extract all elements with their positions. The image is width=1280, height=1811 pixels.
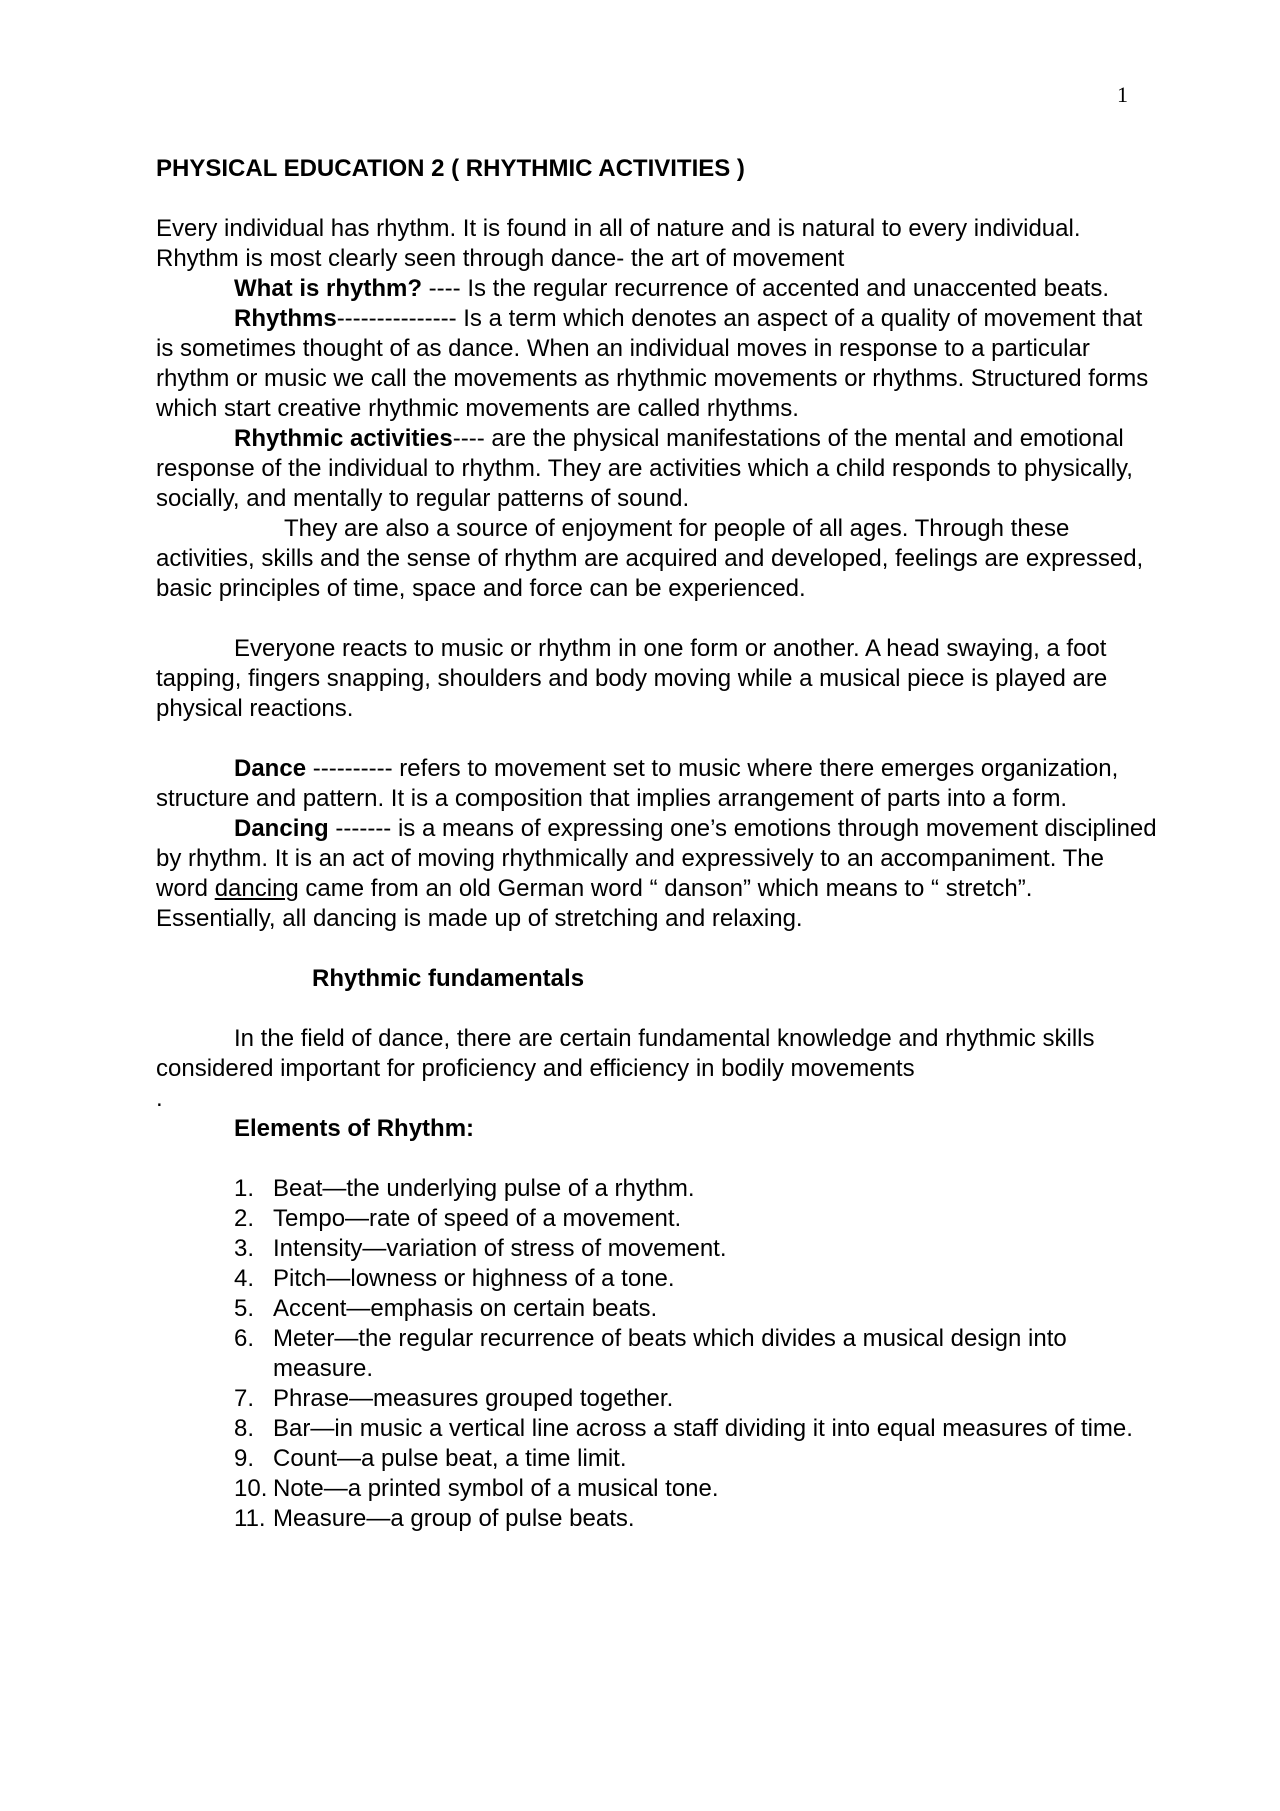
list-item (156, 1444, 1158, 1474)
rhythmic-activities-text: ---- are the physical manifestations of the mental and emotional response of the individual to rhythm. They are activities which a child responds to physically, socially, and mentally to regular patterns of sound. (156, 425, 1133, 512)
list-item (156, 1324, 1158, 1384)
list-number: 4. (234, 1265, 255, 1292)
rhythm-text: ---- Is the regular recurrence of accented and unaccented beats. (422, 275, 1110, 302)
paragraph-gap (156, 994, 1158, 1024)
section-subheading: Rhythmic fundamentals (312, 965, 585, 992)
list-item (156, 1174, 1158, 1204)
list-text: Intensity—variation of stress of movement. (273, 1235, 727, 1262)
list-number: 6. (234, 1325, 255, 1352)
paragraph-gap (156, 724, 1158, 754)
fundamentals-paragraph: In the field of dance, there are certain fundamental knowledge and rhythmic skills considered important for proficiency and efficiency in bodily movements (156, 1025, 1095, 1082)
enjoyment-paragraph: They are also a source of enjoyment for people of all ages. Through these activities, skills and the sense of rhythm are acquired and developed, feelings are expressed, basic principles of time, space and force can be experienced. (156, 515, 1144, 602)
list-number: 7. (234, 1385, 255, 1412)
list-item (156, 1234, 1158, 1264)
list-text: Beat—the underlying pulse of a rhythm. (273, 1175, 695, 1202)
list-item (156, 1504, 1158, 1534)
list-number: 5. (234, 1295, 255, 1322)
list-number: 8. (234, 1415, 255, 1442)
list-text: Phrase—measures grouped together. (273, 1385, 674, 1412)
elements-heading: Elements of Rhythm: (234, 1115, 475, 1142)
paragraph-gap (156, 604, 1158, 634)
list-item (156, 1294, 1158, 1324)
list-text: Count—a pulse beat, a time limit. (273, 1445, 627, 1472)
dancing-text-after: came from an old German word “ danson” which means to “ stretch”. Essentially, all dancing is made up of stretching and relaxing. (156, 875, 1033, 932)
list-number: 2. (234, 1205, 255, 1232)
list-text: Measure—a group of pulse beats. (273, 1505, 635, 1532)
rhythm-term: What is rhythm? (234, 275, 423, 302)
dance-text: ---------- refers to movement set to music where there emerges organization, structure and pattern. It is a composition that implies arrangement of parts into a form. (156, 755, 1119, 812)
paragraph-gap (156, 934, 1158, 964)
list-item (156, 1204, 1158, 1234)
paragraph-gap (156, 1144, 1158, 1174)
stray-period: . (156, 1085, 163, 1112)
document-body (156, 154, 1158, 1534)
list-item (156, 1414, 1158, 1444)
dancing-underlined-word: dancing (214, 875, 299, 902)
dance-term: Dance (234, 755, 307, 782)
rhythms-term: Rhythms (234, 305, 337, 332)
page-number: 1 (1117, 82, 1128, 107)
list-text: Pitch—lowness or highness of a tone. (273, 1265, 675, 1292)
list-text: Meter—the regular recurrence of beats which divides a musical design into measure. (273, 1325, 1067, 1382)
list-item (156, 1474, 1158, 1504)
rhythmic-activities-term: Rhythmic activities (234, 425, 453, 452)
intro-paragraph: Every individual has rhythm. It is found in all of nature and is natural to every individual. Rhythm is most clearly seen through dance- the art of movement (156, 215, 1081, 272)
list-item (156, 1264, 1158, 1294)
list-text: Note—a printed symbol of a musical tone. (273, 1475, 719, 1502)
list-text: Accent—emphasis on certain beats. (273, 1295, 658, 1322)
list-number: 11. (234, 1505, 266, 1532)
rhythms-text: --------------- Is a term which denotes an aspect of a quality of movement that is sometimes thought of as dance. When an individual moves in response to a particular rhythm or music we call the movements as rhythmic movements or rhythms. Structured forms which start creative rhythmic movements are called rhythms. (156, 305, 1149, 422)
rhythmic-activities-definition (156, 424, 1158, 514)
list-text: Bar—in music a vertical line across a staff dividing it into equal measures of time. (273, 1415, 1133, 1442)
dancing-term: Dancing (234, 815, 329, 842)
dancing-definition (156, 814, 1158, 934)
list-number: 3. (234, 1235, 255, 1262)
reactions-paragraph: Everyone reacts to music or rhythm in one form or another. A head swaying, a foot tapping, fingers snapping, shoulders and body moving while a musical piece is played are physical reactions. (156, 635, 1108, 722)
list-text: Tempo—rate of speed of a movement. (273, 1205, 682, 1232)
list-number: 1. (234, 1175, 255, 1202)
elements-list (156, 1174, 1158, 1534)
dancing-text-before: ------- is a means of expressing one’s emotions through movement disciplined by rhythm. It is an act of moving rhythmically and expressively to an accompaniment. The word (156, 815, 1157, 902)
rhythm-definition (156, 274, 1158, 304)
document-title: PHYSICAL EDUCATION 2 ( RHYTHMIC ACTIVITIES ) (156, 155, 745, 182)
rhythms-definition (156, 304, 1158, 424)
list-item (156, 1384, 1158, 1414)
dance-definition (156, 754, 1158, 814)
list-number: 10. (234, 1475, 268, 1502)
list-number: 9. (234, 1445, 255, 1472)
